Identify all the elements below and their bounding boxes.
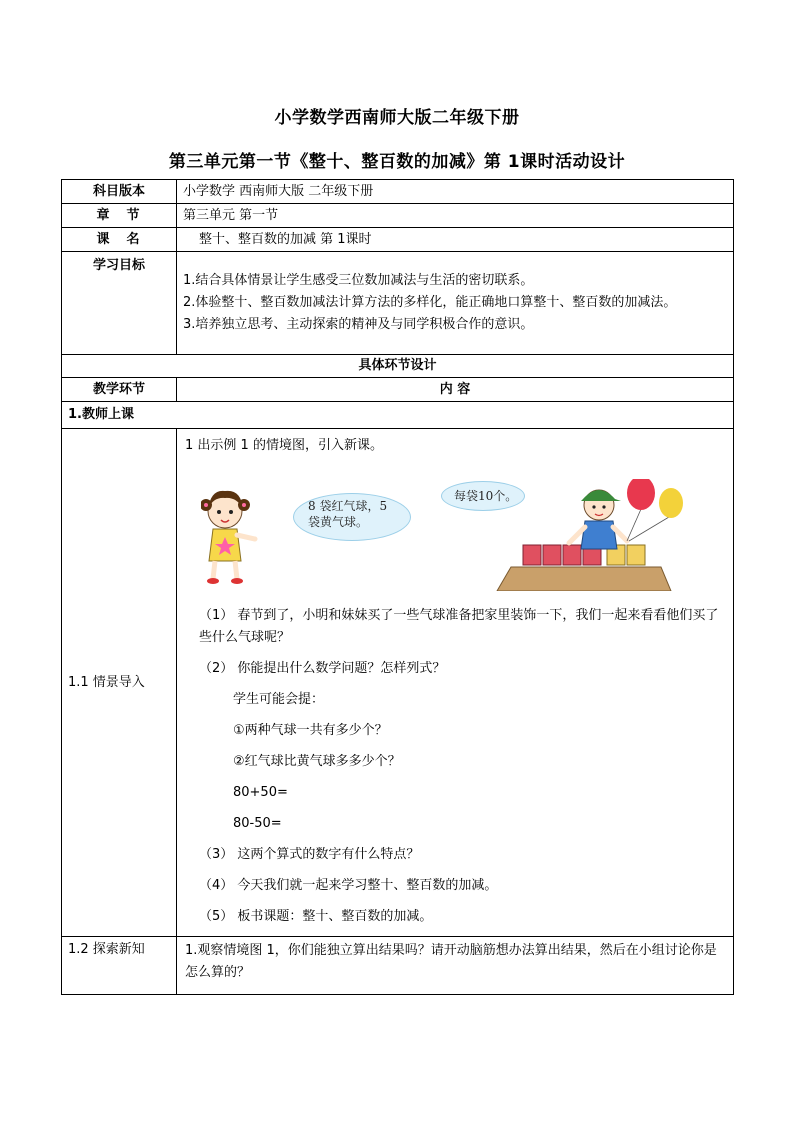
chapter-label: 章 节	[62, 204, 177, 228]
lesson-plan-table	[61, 179, 734, 995]
equation-2: 80-50=	[233, 816, 282, 831]
goal-item: 1.结合具体情景让学生感受三位数加减法与生活的密切联系。	[183, 273, 534, 288]
girl-figure	[201, 491, 255, 584]
lesson-value: 整十、整百数的加减 第 1课时	[177, 228, 734, 252]
design-header: 具体环节设计	[62, 355, 734, 378]
stage-name: 1.2 探索新知	[62, 937, 177, 995]
balloons	[627, 479, 683, 541]
chapter-row	[62, 204, 734, 228]
speech-bubble-right: 每袋10个。	[441, 481, 525, 511]
goal-item: 2.体验整十、整百数加减法计算方法的多样化，能正确地口算整十、整百数的加减法。	[183, 295, 677, 310]
stage-row	[62, 937, 734, 995]
answer-intro: 学生可能会提：	[233, 692, 325, 707]
column-header-row	[62, 378, 734, 402]
section-row	[62, 402, 734, 429]
content-column-header: 内 容	[177, 378, 734, 402]
question-5: （5） 板书课题：整十、整百数的加减。	[199, 909, 433, 924]
edition-label: 科目版本	[62, 180, 177, 204]
scene-illustration	[201, 479, 741, 591]
speech-bubble-left: 8 袋红气球，5 袋黄气球。	[293, 493, 411, 541]
equation-1: 80+50=	[233, 785, 288, 800]
intro-text: 1 出示例 1 的情境图，引入新课。	[185, 438, 383, 453]
boy-figure	[569, 490, 627, 549]
document-subtitle: 第三单元第一节《整十、整百数的加减》第 1课时活动设计	[168, 152, 626, 172]
stage-name: 1.1 情景导入	[62, 429, 177, 937]
stage-content	[177, 429, 734, 937]
goals-label: 学习目标	[62, 252, 177, 355]
balloon-tray	[497, 545, 671, 591]
chapter-value: 第三单元 第一节	[177, 204, 734, 228]
stage-column-header: 教学环节	[62, 378, 177, 402]
design-header-row	[62, 355, 734, 378]
question-1: （1） 春节到了，小明和妹妹买了一些气球准备把家里装饰一下，我们一起来看看他们买了些什么气球呢？	[199, 608, 719, 645]
section-title: 1.教师上课	[62, 402, 734, 429]
question-4: （4） 今天我们就一起来学习整十、整百数的加减。	[199, 878, 498, 893]
answer-2: ②红气球比黄气球多多少个？	[233, 754, 401, 769]
document-title: 小学数学西南师大版二年级下册	[274, 108, 520, 128]
answer-1: ①两种气球一共有多少个？	[233, 723, 388, 738]
lesson-row	[62, 228, 734, 252]
stage-content: 1.观察情境图 1，你们能独立算出结果吗？请开动脑筋想办法算出结果，然后在小组讨论你是怎么算的？	[177, 937, 734, 995]
edition-row	[62, 180, 734, 204]
goal-item: 3.培养独立思考、主动探索的精神及与同学积极合作的意识。	[183, 317, 534, 332]
edition-value: 小学数学 西南师大版 二年级下册	[177, 180, 734, 204]
stage-row	[62, 429, 734, 937]
question-3: （3） 这两个算式的数字有什么特点？	[199, 847, 420, 862]
goals-row	[62, 252, 734, 355]
goals-list	[177, 252, 734, 355]
lesson-label: 课 名	[62, 228, 177, 252]
question-2: （2） 你能提出什么数学问题？怎样列式？	[199, 661, 446, 676]
